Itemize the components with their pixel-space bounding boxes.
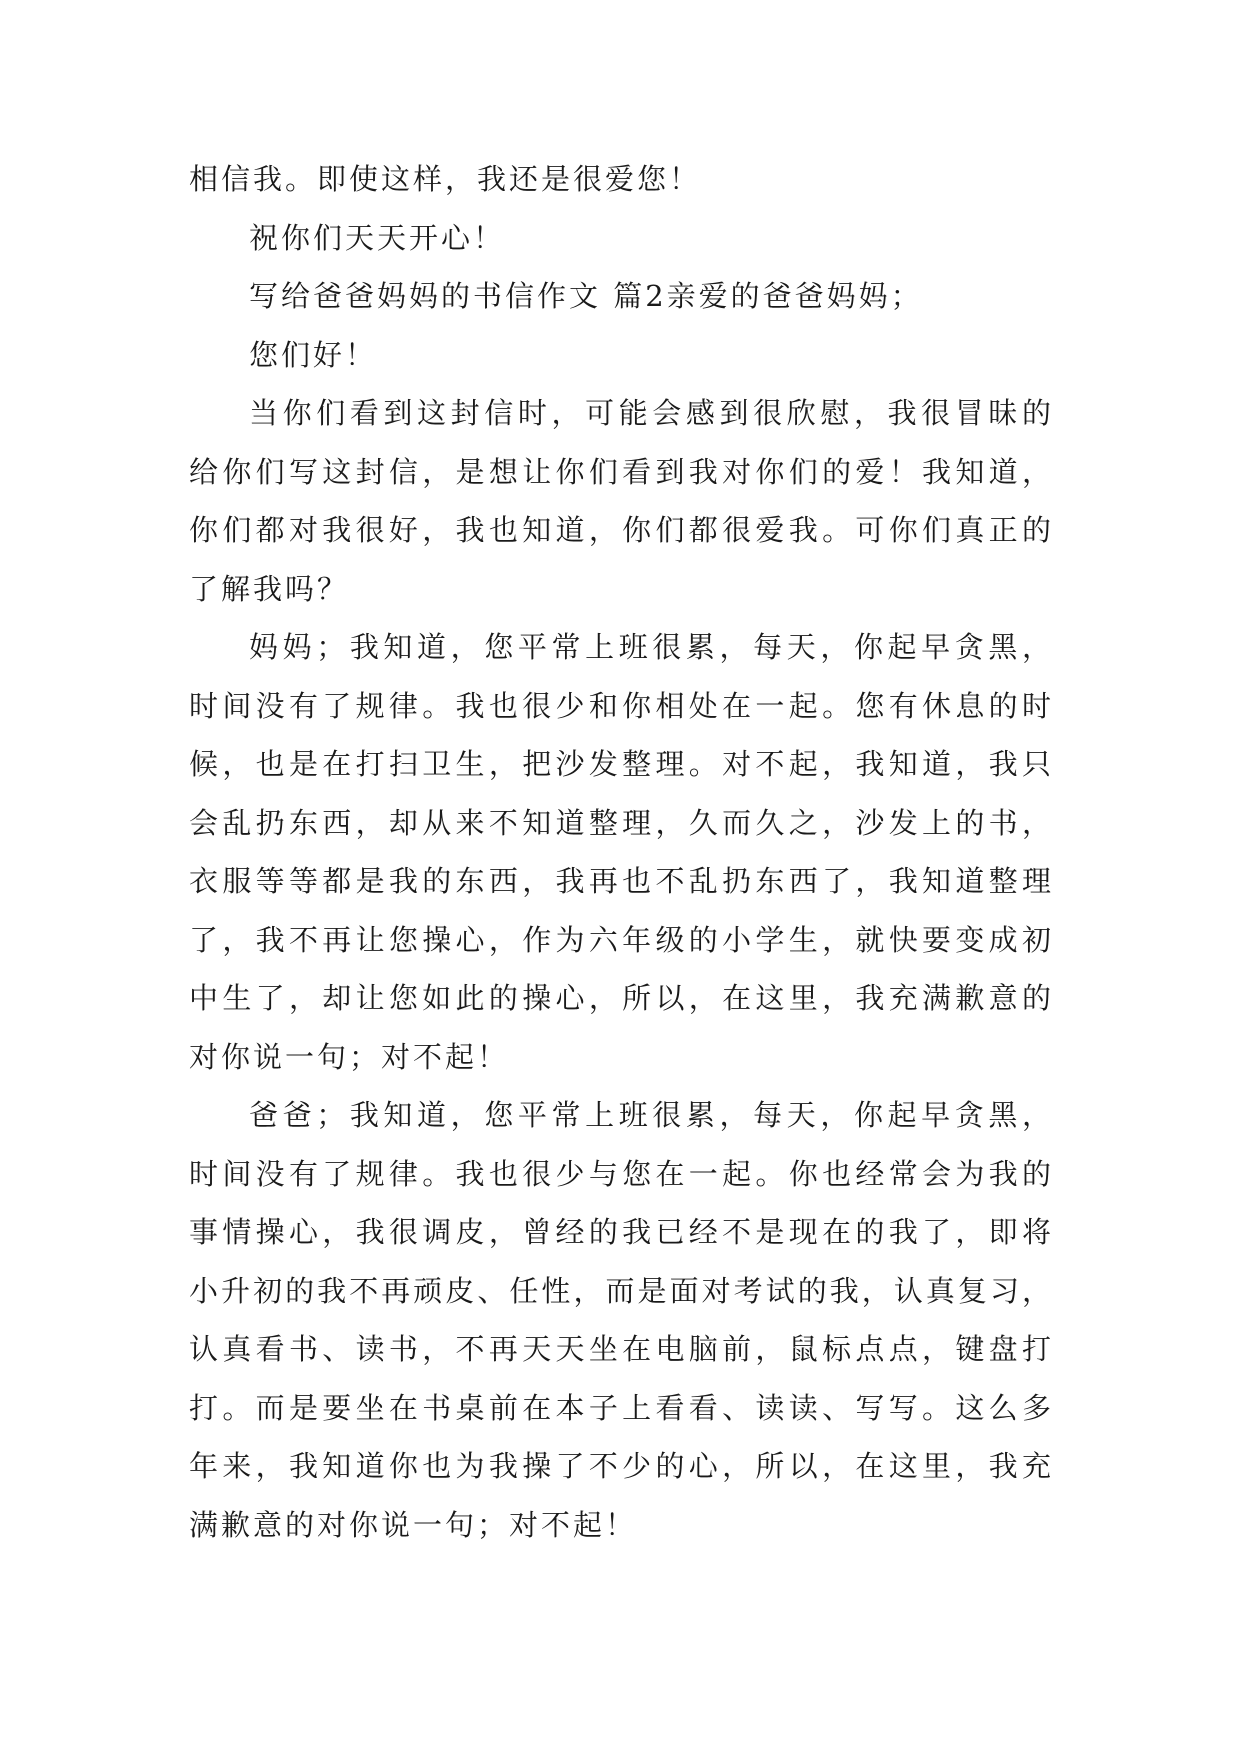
text-line: 事情操心，我很调皮，曾经的我已经不是现在的我了，即将 <box>189 1215 1054 1249</box>
text-line: 认真看书、读书，不再天天坐在电脑前，鼠标点点，键盘打 <box>189 1332 1054 1366</box>
text-line: 会乱扔东西，却从来不知道整理，久而久之，沙发上的书， <box>189 805 1054 840</box>
text-line: 了解我吗？ <box>189 571 350 606</box>
text-line: 了，我不再让您操心，作为六年级的小学生，就快要变成初 <box>189 922 1054 957</box>
text-line: 写给爸爸妈妈的书信作文 篇2亲爱的爸爸妈妈； <box>249 279 923 313</box>
text-line: 时间没有了规律。我也很少与您在一起。你也经常会为我的 <box>189 1156 1054 1191</box>
text-line: 当你们看到这封信时，可能会感到很欣慰，我很冒昧的 <box>249 396 1054 430</box>
text-line: 相信我。即使这样，我还是很爱您！ <box>189 162 702 196</box>
text-line: 满歉意的对你说一句；对不起！ <box>189 1507 638 1542</box>
text-line: 爸爸；我知道，您平常上班很累，每天，你起早贪黑， <box>249 1098 1054 1132</box>
text-line: 您们好！ <box>249 337 378 372</box>
text-line: 给你们写这封信，是想让你们看到我对你们的爱！我知道， <box>189 454 1054 489</box>
text-line: 对你说一句；对不起！ <box>189 1039 510 1074</box>
text-line: 时间没有了规律。我也很少和你相处在一起。您有休息的时 <box>189 688 1054 723</box>
text-line: 祝你们天天开心！ <box>249 220 506 255</box>
document-body <box>189 150 1054 1554</box>
text-line: 小升初的我不再顽皮、任性，而是面对考试的我，认真复习， <box>189 1273 1054 1308</box>
text-line: 你们都对我很好，我也知道，你们都很爱我。可你们真正的 <box>189 513 1054 547</box>
text-line: 打。而是要坐在书桌前在本子上看看、读读、写写。这么多 <box>189 1390 1054 1425</box>
text-line: 候，也是在打扫卫生，把沙发整理。对不起，我知道，我只 <box>189 747 1054 781</box>
text-line: 妈妈；我知道，您平常上班很累，每天，你起早贪黑， <box>249 630 1054 664</box>
text-line: 年来，我知道你也为我操了不少的心，所以，在这里，我充 <box>189 1449 1054 1483</box>
text-line: 衣服等等都是我的东西，我再也不乱扔东西了，我知道整理 <box>189 864 1054 898</box>
text-line: 中生了，却让您如此的操心，所以，在这里，我充满歉意的 <box>189 981 1054 1015</box>
